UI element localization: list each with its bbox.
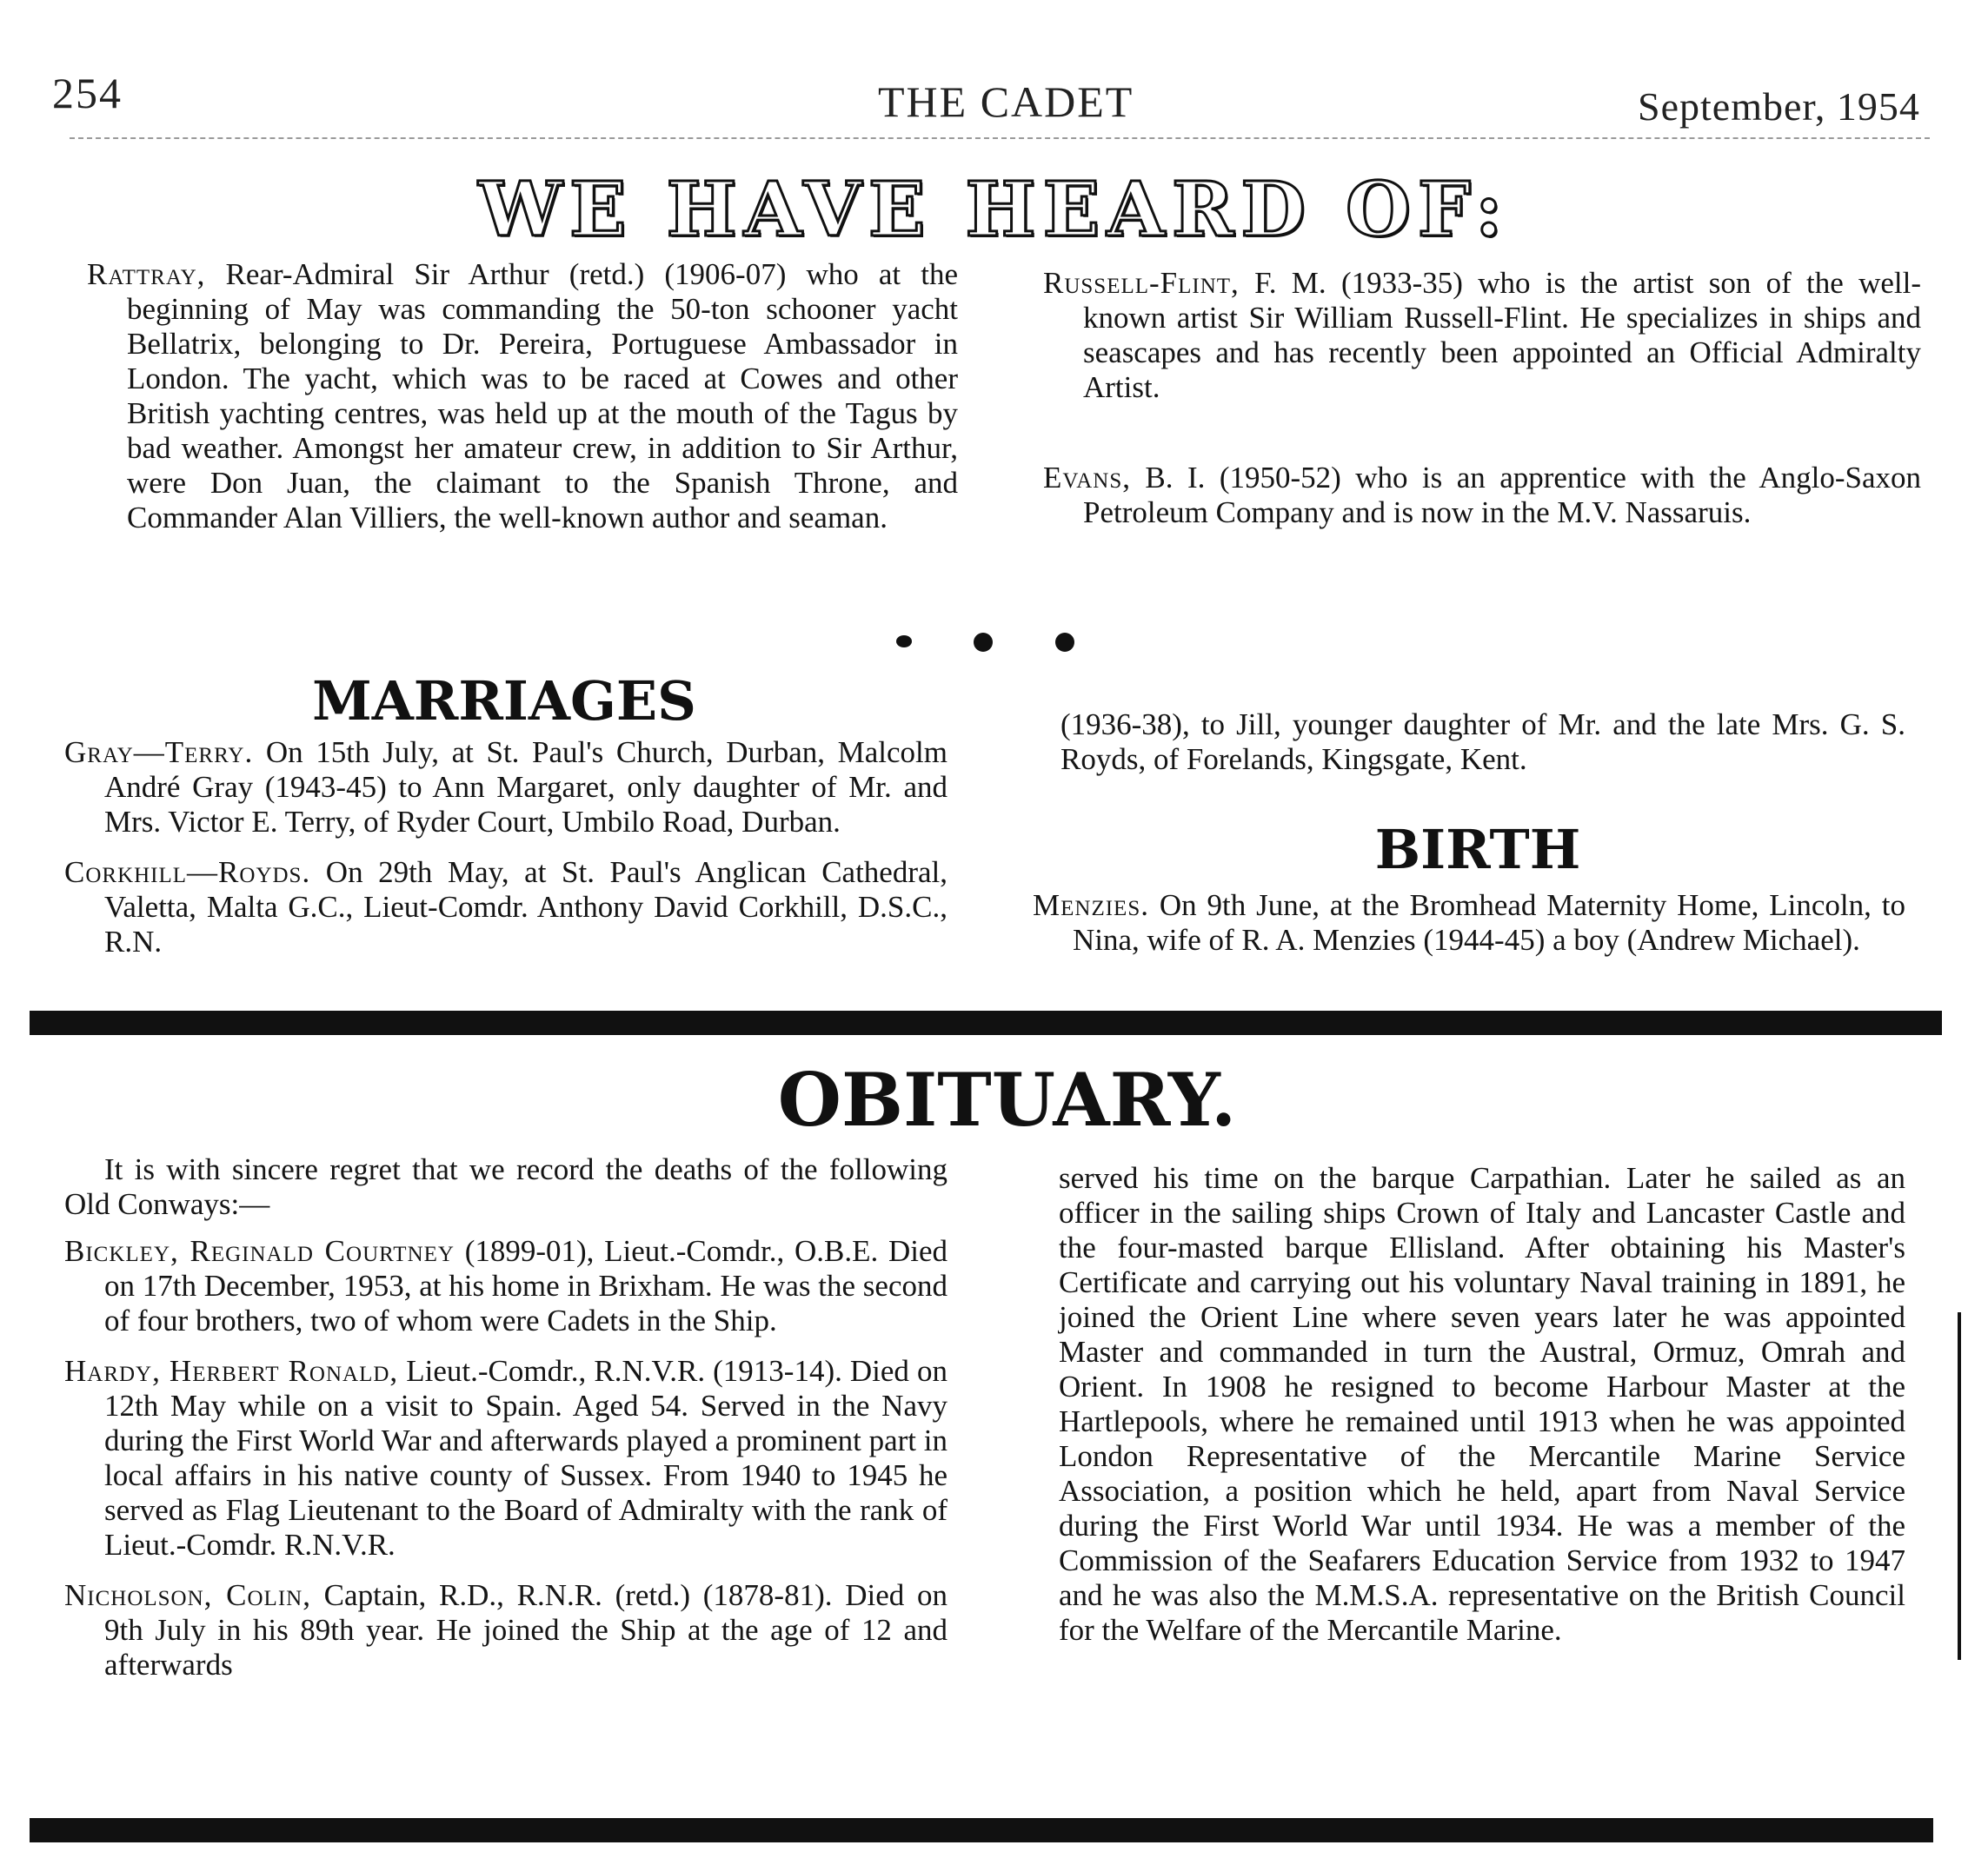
journal-title: THE CADET [878,77,1134,126]
marriage-entry [64,735,947,840]
heard-of-entry [87,257,958,535]
obituary-entry [64,1354,947,1563]
birth-heading: BIRTH [1374,818,1581,881]
marriages-heading: MARRIAGES [312,669,696,733]
continuation-text: (1936-38), to Jill, younger daughter of Mr. and the late Mrs. G. S. Royds, of Forelands, Kingsgate, Kent. [1060,707,1905,776]
entry-text: On 29th May, at St. Paul's Anglican Cathedral, Valetta, Malta G.C., Lieut-Comdr. Anthony David Corkhill, D.S.C., R.N. [104,855,947,959]
header-rule [70,137,1930,139]
entry-name: Hardy, Herbert Ronald, [64,1354,399,1388]
entry-text: (1899-01), Lieut.-Comdr., O.B.E. Died on 17th December, 1953, at his home in Brixham. He was the second of four brothers, two of whom were Cadets in the Ship. [104,1234,948,1337]
margin-mark [1958,1312,1961,1660]
heard-of-entry [1043,461,1921,530]
entry-name: Russell-Flint, [1043,266,1240,300]
obituary-entry [64,1578,947,1682]
entry-text: On 9th June, at the Bromhead Maternity Home, Lincoln, to Nina, wife of R. A. Menzies (1944-45) a boy (Andrew Michael). [1073,888,1905,957]
birth-entry [1033,888,1905,958]
entry-name: Corkhill—Royds. [64,855,311,889]
obituary-entry [64,1234,947,1338]
entry-name: Rattray, [87,257,206,291]
heard-of-left-column [87,257,958,551]
divider-dot [1055,633,1074,652]
entry-text: Captain, R.D., R.N.R. (retd.) (1878-81). Died on 9th July in his 89th year. He joined the Ship at the age of 12 and afterwards [104,1578,947,1682]
birth-column [1033,888,1905,973]
heard-of-entry [1043,266,1921,405]
entry-name: Bickley, Reginald Courtney [64,1234,455,1268]
obituary-right-column [1059,1161,1905,1648]
entry-text: Rear-Admiral Sir Arthur (retd.) (1906-07) who at the beginning of May was commanding the 50-ton schooner yacht Bellatrix, belonging to Dr. Pereira, Portuguese Ambassador in London. The yacht, which was to be raced at Cowes and other British yachting centres, was held up at the mouth of the Tagus by bad weather. Amongst her amateur crew, in addition to Sir Arthur, were Don Juan, the claimant to the Spanish Throne, and Commander Alan Villiers, the well-known author and seaman. [127,257,958,534]
entry-name: Nicholson, Colin, [64,1578,311,1612]
obituary-intro: It is with sincere regret that we record the deaths of the following Old Conways:— [64,1152,947,1221]
entry-text: B. I. (1950-52) who is an apprentice with the Anglo-Saxon Petroleum Company and is now in the M.V. Nassaruis. [1083,461,1921,529]
marriage-entry [64,855,947,959]
entry-name: Gray—Terry. [64,735,254,769]
divider-dot [896,635,912,647]
obituary-left-column [64,1152,947,1698]
heard-of-heading: WE HAVE HEARD OF: [478,166,1510,254]
entry-text: F. M. (1933-35) who is the artist son of the well-known artist Sir William Russell-Flint. He specializes in ships and seascapes and has recently been appointed an Official Admiralty Artist. [1083,266,1921,404]
marriages-continuation [1060,707,1905,777]
heard-of-right-column [1043,266,1921,546]
section-divider-bar [30,1011,1942,1035]
entry-name: Evans, [1043,461,1131,494]
divider-dot [974,633,993,652]
entry-text: Lieut.-Comdr., R.N.V.R. (1913-14). Died on 12th May while on a visit to Spain. Aged 54. Served in the Navy during the First World War and afterwards played a prominent part in local affairs in his native county of Sussex. From 1940 to 1945 he served as Flag Lieutenant to the Board of Admiralty with the rank of Lieut.-Comdr. R.N.V.R. [104,1354,947,1562]
marriages-column [64,735,947,975]
entry-text: On 15th July, at St. Paul's Church, Durban, Malcolm André Gray (1943-45) to Ann Margaret, only daughter of Mr. and Mrs. Victor E. Terry, of Ryder Court, Umbilo Road, Durban. [104,735,947,839]
issue-date: September, 1954 [1638,84,1920,129]
bottom-divider-bar [30,1818,1933,1842]
entry-name: Menzies. [1033,888,1149,922]
obituary-heading: OBITUARY. [777,1057,1237,1143]
page-number: 254 [52,69,123,117]
continuation-text: served his time on the barque Carpathian. Later he sailed as an officer in the sailing ships Crown of Italy and Lancaster Castle and the four-masted barque Ellisland. After obtaining his Master's Certificate and carrying out his voluntary Naval training in 1891, he joined the Orient Line where seven years later he was appointed Master and commanded in turn the Austral, Ormuz, Omrah and Orient. In 1908 he resigned to become Harbour Master at the Hartlepools, where he remained until 1913 when he was appointed London Representative of the Mercantile Marine Service Association, a position which he held, apart from Naval Service during the First World War until 1934. He was a member of the Commission of the Seafarers Education Service from 1932 to 1947 and he was also the M.M.S.A. representative on the British Council for the Welfare of the Mercantile Marine. [1059,1161,1905,1647]
